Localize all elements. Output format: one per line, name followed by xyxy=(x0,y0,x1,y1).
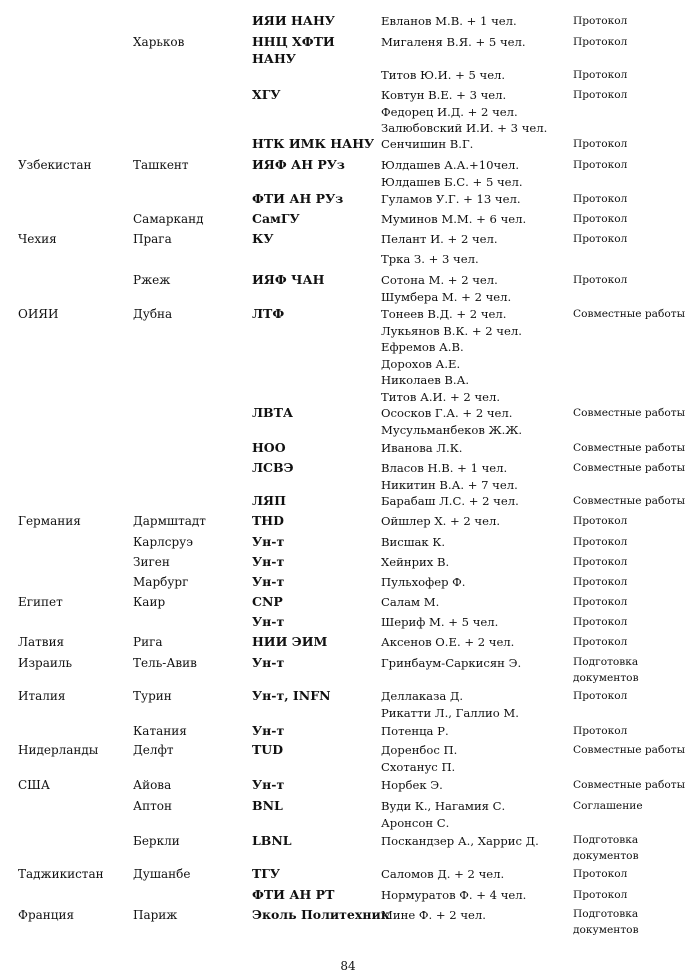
country-cell: Франция xyxy=(18,908,75,922)
country-cell: Латвия xyxy=(18,635,65,649)
participants-cell: Мигаленя В.Я. + 5 чел. xyxy=(381,35,526,49)
cooperation-type-cell: Совместные работы xyxy=(573,308,686,320)
cooperation-type-cell: Протокол xyxy=(573,725,628,737)
participants-cell: Пелант И. + 2 чел. xyxy=(381,232,498,246)
cooperation-type-cell: Протокол xyxy=(573,868,628,880)
participants-cell: Барабаш Л.С. + 2 чел. xyxy=(381,494,519,508)
participants-cell: Доренбос П. Схотанус П. xyxy=(381,743,458,774)
cooperation-type-cell: Подготовка документов xyxy=(573,834,639,862)
participants-cell: Вуди К., Нагамия С. Аронсон С. xyxy=(381,799,506,830)
institution-cell: ЛСВЭ xyxy=(252,460,294,475)
country-cell: Таджикистан xyxy=(18,867,104,881)
institution-cell: Ун-т xyxy=(252,554,285,569)
city-cell: Айова xyxy=(133,778,172,792)
institution-cell: Ун-т xyxy=(252,723,285,738)
cooperation-type-cell: Протокол xyxy=(573,138,628,150)
cooperation-type-cell: Совместные работы xyxy=(573,407,686,419)
institution-cell: ФТИ АН РУз xyxy=(252,191,344,206)
participants-cell: Власов Н.В. + 1 чел. Никитин В.А. + 7 чел. xyxy=(381,461,518,492)
participants-cell: Титов Ю.И. + 5 чел. xyxy=(381,68,506,82)
cooperation-type-cell: Протокол xyxy=(573,556,628,568)
participants-cell: Поскандзер А., Харрис Д. xyxy=(381,834,539,848)
participants-cell: Шериф М. + 5 чел. xyxy=(381,615,499,629)
institution-cell: TUD xyxy=(252,742,284,757)
city-cell: Париж xyxy=(133,908,178,922)
participants-cell: Иванова Л.К. xyxy=(381,441,463,455)
institution-cell: ТГУ xyxy=(252,866,281,881)
participants-cell: Ососков Г.А. + 2 чел. Мусульманбеков Ж.Ж. xyxy=(381,406,523,437)
institution-cell: BNL xyxy=(252,798,283,813)
cooperation-type-cell: Протокол xyxy=(573,636,628,648)
institution-cell: THD xyxy=(252,513,284,528)
cooperation-type-cell: Совместные работы xyxy=(573,779,686,791)
institution-cell: Эколь Политехник xyxy=(252,907,390,922)
cooperation-type-cell: Подготовка документов xyxy=(573,656,639,684)
country-cell: Узбекистан xyxy=(18,158,92,172)
city-cell: Беркли xyxy=(133,834,180,848)
participants-cell: Сотона М. + 2 чел. Шумбера М. + 2 чел. xyxy=(381,273,512,304)
participants-cell: Хейнрих В. xyxy=(381,555,450,569)
city-cell: Дармштадт xyxy=(133,514,206,528)
city-cell: Прага xyxy=(133,232,172,246)
participants-cell: Деллаказа Д. Рикатти Л., Галлио М. xyxy=(381,689,519,720)
participants-cell: Тонеев В.Д. + 2 чел. Лукьянов В.К. + 2 чел. Ефремов А.В. Дорохов А.Е. Николаев В.А. Титов А.И. + 2 чел. xyxy=(381,307,522,404)
country-cell: Италия xyxy=(18,689,66,703)
cooperation-type-cell: Протокол xyxy=(573,15,628,27)
cooperation-type-cell: Протокол xyxy=(573,233,628,245)
institution-cell: ИЯФ ЧАН xyxy=(252,272,325,287)
institution-cell: НИИ ЭИМ xyxy=(252,634,328,649)
cooperation-type-cell: Протокол xyxy=(573,616,628,628)
institution-cell: Ун-т xyxy=(252,655,285,670)
city-cell: Ташкент xyxy=(133,158,189,172)
cooperation-type-cell: Протокол xyxy=(573,576,628,588)
institution-cell: КУ xyxy=(252,231,274,246)
participants-cell: Муминов М.М. + 6 чел. xyxy=(381,212,527,226)
participants-cell: Салам М. xyxy=(381,595,440,609)
city-cell: Аптон xyxy=(133,799,172,813)
institution-cell: CNP xyxy=(252,594,283,609)
institution-cell: ХГУ xyxy=(252,87,281,102)
city-cell: Катания xyxy=(133,724,187,738)
city-cell: Делфт xyxy=(133,743,174,757)
participants-cell: Потенца Р. xyxy=(381,724,449,738)
institution-cell: Ун-т, INFN xyxy=(252,688,331,703)
cooperation-type-cell: Совместные работы xyxy=(573,462,686,474)
city-cell: Ржеж xyxy=(133,273,171,287)
participants-cell: Трка З. + 3 чел. xyxy=(381,252,479,266)
cooperation-type-cell: Протокол xyxy=(573,596,628,608)
cooperation-type-cell: Протокол xyxy=(573,193,628,205)
city-cell: Турин xyxy=(133,689,172,703)
cooperation-type-cell: Протокол xyxy=(573,690,628,702)
cooperation-type-cell: Совместные работы xyxy=(573,442,686,454)
city-cell: Харьков xyxy=(133,35,185,49)
cooperation-type-cell: Протокол xyxy=(573,515,628,527)
country-cell: Чехия xyxy=(18,232,57,246)
participants-cell: Гуламов У.Г. + 13 чел. xyxy=(381,192,521,206)
city-cell: Марбург xyxy=(133,575,189,589)
participants-cell: Мине Ф. + 2 чел. xyxy=(381,908,486,922)
country-cell: США xyxy=(18,778,50,792)
institution-cell: ИЯИ НАНУ xyxy=(252,13,335,28)
cooperation-type-cell: Протокол xyxy=(573,889,628,901)
cooperation-type-cell: Протокол xyxy=(573,159,628,171)
country-cell: Германия xyxy=(18,514,81,528)
institution-cell: ННЦ ХФТИ НАНУ xyxy=(252,34,335,66)
participants-cell: Ойшлер X. + 2 чел. xyxy=(381,514,501,528)
participants-cell: Ковтун В.Е. + 3 чел. Федорец И.Д. + 2 чел. Залюбовский И.И. + 3 чел. xyxy=(381,88,548,135)
city-cell: Карлсруэ xyxy=(133,535,193,549)
country-cell: Нидерланды xyxy=(18,743,99,757)
city-cell: Каир xyxy=(133,595,166,609)
participants-cell: Евланов М.В. + 1 чел. xyxy=(381,14,517,28)
cooperation-type-cell: Протокол xyxy=(573,69,628,81)
institution-cell: НОО xyxy=(252,440,286,455)
institution-cell: Ун-т xyxy=(252,777,285,792)
participants-cell: Висшак К. xyxy=(381,535,446,549)
city-cell: Рига xyxy=(133,635,163,649)
institution-cell: ФТИ АН РТ xyxy=(252,887,335,902)
cooperation-type-cell: Соглашение xyxy=(573,800,643,812)
participants-cell: Аксенов О.Е. + 2 чел. xyxy=(381,635,515,649)
cooperation-type-cell: Протокол xyxy=(573,213,628,225)
country-cell: Израиль xyxy=(18,656,72,670)
institution-cell: Ун-т xyxy=(252,574,285,589)
participants-cell: Пульхофер Ф. xyxy=(381,575,466,589)
institution-cell: ЛЯП xyxy=(252,493,286,508)
city-cell: Зиген xyxy=(133,555,170,569)
cooperation-type-cell: Протокол xyxy=(573,36,628,48)
city-cell: Душанбе xyxy=(133,867,191,881)
participants-cell: Гринбаум-Саркисян Э. xyxy=(381,656,522,670)
participants-cell: Сенчишин В.Г. xyxy=(381,137,474,151)
participants-cell: Юлдашев А.А.+10чел. Юлдашев Б.С. + 5 чел. xyxy=(381,158,523,189)
cooperation-type-cell: Подготовка документов xyxy=(573,908,639,936)
institution-cell: СамГУ xyxy=(252,211,300,226)
participants-cell: Норбек Э. xyxy=(381,778,443,792)
participants-cell: Нормуратов Ф. + 4 чел. xyxy=(381,888,527,902)
participants-cell: Саломов Д. + 2 чел. xyxy=(381,867,505,881)
institution-cell: LBNL xyxy=(252,833,292,848)
country-cell: ОИЯИ xyxy=(18,307,59,321)
cooperation-type-cell: Протокол xyxy=(573,89,628,101)
institution-cell: ЛТФ xyxy=(252,306,285,321)
institution-cell: Ун-т xyxy=(252,614,285,629)
page-number: 84 xyxy=(340,959,356,973)
institution-cell: Ун-т xyxy=(252,534,285,549)
country-cell: Египет xyxy=(18,595,63,609)
cooperation-type-cell: Совместные работы xyxy=(573,744,686,756)
city-cell: Тель-Авив xyxy=(133,656,197,670)
city-cell: Самарканд xyxy=(133,212,204,226)
cooperation-type-cell: Протокол xyxy=(573,536,628,548)
cooperation-type-cell: Совместные работы xyxy=(573,495,686,507)
cooperation-type-cell: Протокол xyxy=(573,274,628,286)
city-cell: Дубна xyxy=(133,307,173,321)
institution-cell: НТК ИМК НАНУ xyxy=(252,136,375,151)
institution-cell: ИЯФ АН РУз xyxy=(252,157,345,172)
institution-cell: ЛВТА xyxy=(252,405,294,420)
